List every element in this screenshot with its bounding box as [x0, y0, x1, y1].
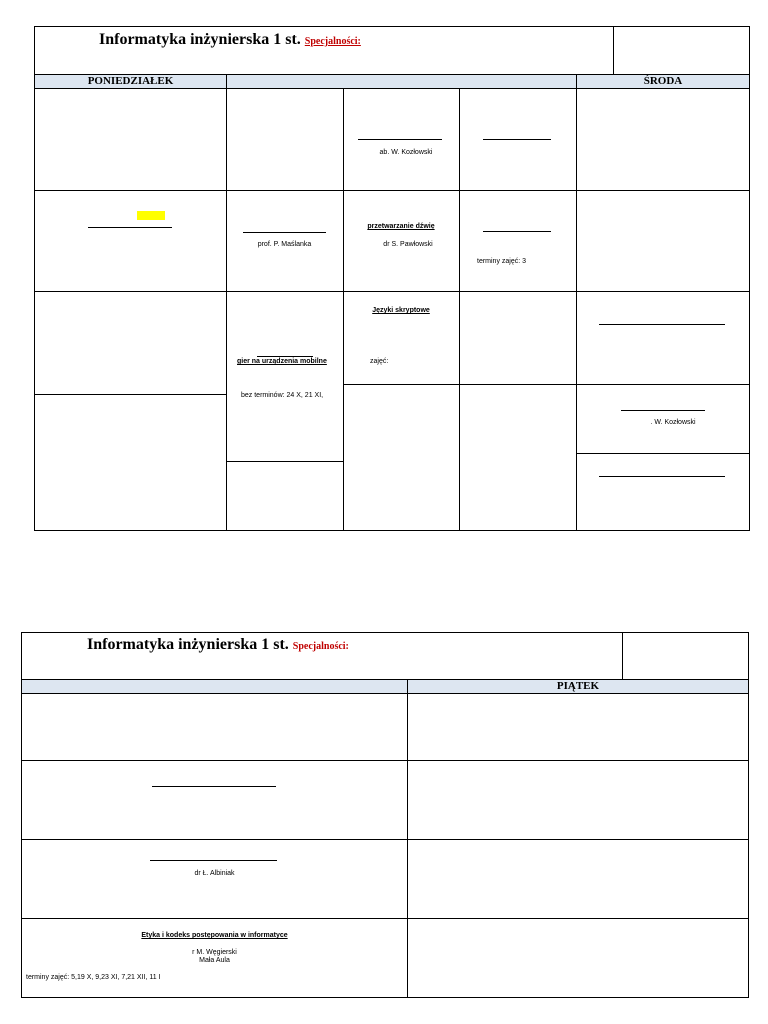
title-underline	[243, 232, 326, 233]
highlight-mark	[137, 211, 165, 220]
instructor-maslanka: prof. P. Maślanka	[257, 241, 312, 248]
grid-hline	[35, 190, 749, 191]
sheet-2-specialty-label: Specjalności:	[292, 641, 349, 652]
grid-hline	[35, 394, 226, 395]
course-mobile-games: gier na urządzenia mobilne	[237, 358, 327, 365]
title-underline	[152, 786, 276, 787]
grid-vline	[576, 74, 577, 530]
sheet-2-title-text: Informatyka inżynierska 1 st.	[87, 636, 289, 653]
grid-hline	[577, 384, 749, 385]
title-underline	[599, 476, 725, 477]
title-underline	[150, 860, 277, 861]
title-divider	[622, 633, 623, 680]
title-underline	[88, 227, 172, 228]
title-underline	[621, 410, 705, 411]
course-ethics: Etyka i kodeks postępowania w informatyce	[141, 932, 288, 939]
grid-hline	[22, 760, 748, 761]
course-scripting-languages: Języki skryptowe	[372, 307, 430, 314]
title-underline	[358, 139, 442, 140]
day-header-wednesday: ŚRODA	[643, 75, 683, 87]
class-dates-3: terminy zajęć: 3	[477, 258, 527, 265]
sheet-1-title-text: Informatyka inżynierska 1 st.	[99, 31, 301, 48]
title-divider	[613, 27, 614, 74]
no-classes-dates: bez terminów: 24 X, 21 XI,	[241, 392, 324, 399]
class-dates-label: zajęć:	[370, 358, 389, 365]
instructor-pawlowski: dr S. Pawłowski	[383, 241, 433, 248]
instructor-kozlowski-2: . W. Kozłowski	[650, 419, 696, 426]
room-name: Mała Aula	[199, 957, 230, 964]
sheet-2-title	[87, 636, 349, 654]
day-header-friday: PIĄTEK	[556, 680, 600, 692]
course-audio-processing: przetwarzanie dźwię	[367, 223, 435, 230]
grid-hline	[22, 839, 748, 840]
day-header-monday: PONIEDZIAŁEK	[87, 75, 174, 87]
grid-hline	[22, 918, 748, 919]
title-underline	[483, 139, 551, 140]
title-underline	[599, 324, 725, 325]
title-underline	[483, 231, 551, 232]
grid-hline	[35, 291, 749, 292]
sheet-1-title	[99, 31, 361, 49]
title-underline	[257, 356, 313, 357]
instructor-wegierski: r M. Węgierski	[192, 949, 237, 956]
class-dates: terminy zajęć: 5,19 X, 9,23 XI, 7,21 XII, 11 I	[26, 974, 161, 981]
sheet-1-frame	[34, 26, 750, 531]
sheet-1-specialty-label: Specjalności:	[304, 36, 361, 47]
grid-hline	[577, 453, 749, 454]
grid-hline	[343, 384, 576, 385]
instructor-albiniak: dr Ł. Albiniak	[194, 870, 235, 877]
instructor-kozlowski: ab. W. Kozłowski	[379, 149, 433, 156]
grid-hline	[226, 461, 343, 462]
